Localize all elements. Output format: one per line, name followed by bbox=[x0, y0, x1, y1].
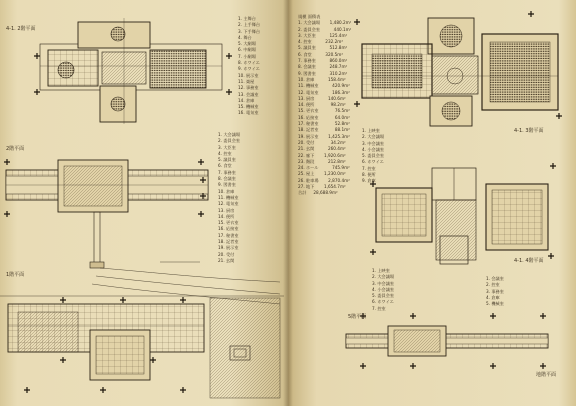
area-table bbox=[298, 14, 351, 197]
legend-item: 3. 事務室 bbox=[486, 288, 504, 294]
legend-item: 7. 小劇場 bbox=[238, 53, 256, 59]
area-value: 140.6m² bbox=[327, 95, 346, 101]
legend-item: 16. 電気室 bbox=[238, 110, 259, 116]
plan-1-legend bbox=[238, 16, 260, 117]
area-label: 15. 更衣室 bbox=[298, 108, 319, 114]
legend-item: 12. 事務室 bbox=[238, 85, 259, 91]
area-label: 18. 記者室 bbox=[298, 127, 319, 133]
area-label: 2. 委員会室 bbox=[298, 26, 321, 32]
legend-item: 18. 記者室 bbox=[218, 239, 239, 245]
area-label: 8. 会議室 bbox=[298, 64, 316, 70]
plan-5-legend bbox=[372, 268, 394, 312]
legend-item: 7. 事務室 bbox=[218, 169, 236, 175]
area-value: 232.2m² bbox=[325, 39, 344, 45]
area-label: 12. 電気室 bbox=[298, 89, 319, 95]
area-value: 2,870.4m² bbox=[328, 177, 350, 183]
floor-plan-1 bbox=[40, 18, 222, 124]
area-label: 17. 秘書室 bbox=[298, 121, 319, 127]
area-value: 420.9m² bbox=[332, 83, 350, 89]
plan-6-legend bbox=[486, 276, 504, 307]
legend-item: 12. 電気室 bbox=[218, 201, 239, 207]
area-label: 14. 便所 bbox=[298, 102, 315, 108]
area-value: 260.4m² bbox=[327, 146, 346, 152]
legend-item: 15. 機械室 bbox=[238, 104, 259, 110]
area-label: 9. 図書室 bbox=[298, 70, 316, 76]
legend-item: 7. 控室 bbox=[362, 165, 376, 171]
area-table-header: 規模 面積表 bbox=[298, 14, 321, 19]
legend-item: 19. 展示室 bbox=[218, 245, 239, 251]
area-label: 19. 展示室 bbox=[298, 133, 319, 139]
legend-item: 9. ホワイエ bbox=[238, 66, 260, 72]
legend-item: 6. 食堂 bbox=[218, 163, 232, 169]
plan-4-legend bbox=[362, 128, 384, 185]
legend-item: 11. 機械室 bbox=[218, 194, 239, 200]
area-label: 23. 階段 bbox=[298, 158, 315, 164]
plan-3-caption: 1階平面 bbox=[6, 272, 25, 278]
legend-item: 3. 中会議室 bbox=[362, 140, 385, 146]
area-value: 125.4m² bbox=[329, 32, 348, 38]
legend-item: 6. ホワイエ bbox=[372, 299, 394, 305]
area-value: 64.0m² bbox=[334, 114, 350, 120]
legend-item: 6. ホワイエ bbox=[362, 159, 384, 165]
legend-item: 5. 委員会室 bbox=[372, 293, 395, 299]
legend-item: 9. 倉庫 bbox=[362, 178, 376, 184]
legend-item: 14. 倉庫 bbox=[238, 97, 255, 103]
legend-item: 2. 委員会室 bbox=[218, 138, 241, 144]
area-row bbox=[298, 190, 351, 196]
area-label: 20. 受付 bbox=[298, 139, 315, 145]
legend-item: 16. 応接室 bbox=[218, 226, 239, 232]
area-label: 5. 議員室 bbox=[298, 45, 316, 51]
legend-item: 13. 厨房 bbox=[218, 207, 235, 213]
legend-item: 5. 議員室 bbox=[218, 157, 236, 163]
area-value: 1,480.2m² bbox=[329, 20, 352, 26]
plan-4-caption: 4-1. 3階平面 bbox=[514, 128, 544, 134]
legend-item: 3. 下手舞台 bbox=[238, 28, 261, 34]
area-value: 212.8m² bbox=[327, 158, 346, 164]
area-value: 28,688.9m² bbox=[313, 190, 338, 196]
area-label: 合計 bbox=[298, 190, 307, 196]
legend-item: 5. 大劇場 bbox=[238, 41, 256, 47]
legend-item: 13. 会議室 bbox=[238, 91, 259, 97]
legend-item: 1. 上映室 bbox=[362, 128, 380, 133]
plan-1-caption: 4-1. 2階平面 bbox=[6, 26, 36, 32]
floor-plan-6 bbox=[346, 326, 548, 356]
area-value: 1,230.0m² bbox=[323, 171, 346, 177]
area-label: 11. 機械室 bbox=[298, 83, 319, 89]
legend-item: 6. 中劇場 bbox=[238, 47, 256, 53]
legend-item: 8. ホワイエ bbox=[238, 60, 260, 66]
plan-5-caption: 4-1. 4階平面 bbox=[514, 258, 544, 264]
legend-item: 3. 中会議室 bbox=[372, 280, 395, 286]
area-label: 27. 地下 bbox=[298, 184, 315, 190]
area-value: 1,654.7m² bbox=[323, 184, 346, 190]
floor-plan-5 bbox=[376, 168, 548, 264]
area-value: 1,920.6m² bbox=[323, 152, 346, 158]
legend-item: 2. 大会議場 bbox=[372, 274, 395, 280]
area-label: 3. 大臣室 bbox=[298, 32, 316, 38]
area-value: 1,425.3m² bbox=[328, 133, 350, 139]
legend-item: 2. 大会議場 bbox=[362, 134, 385, 140]
legend-item: 20. 受付 bbox=[218, 251, 235, 257]
legend-item: 21. 玄関 bbox=[218, 257, 235, 263]
area-label: 13. 厨房 bbox=[298, 95, 315, 101]
area-value: 440.1m² bbox=[333, 26, 352, 32]
legend-item: 10. 倉庫 bbox=[218, 188, 235, 194]
floor-plan-3 bbox=[0, 296, 284, 398]
plan-7-caption: 地階平面 bbox=[536, 372, 557, 378]
plan-2-caption: 2階平面 bbox=[6, 146, 25, 152]
legend-item: 5. 委員会室 bbox=[362, 153, 385, 159]
legend-item: 15. 更衣室 bbox=[218, 220, 239, 226]
legend-item: 2. 控室 bbox=[486, 282, 500, 288]
area-value: 310.2m² bbox=[329, 70, 348, 76]
area-value: 34.2m² bbox=[330, 139, 346, 145]
area-label: 7. 事務室 bbox=[298, 58, 316, 64]
floor-plan-4 bbox=[362, 18, 558, 126]
area-value: 76.5m² bbox=[334, 108, 350, 114]
area-value: 88.1m² bbox=[334, 127, 350, 133]
legend-item: 4. 控室 bbox=[218, 150, 232, 156]
area-value: 320.5m² bbox=[325, 51, 344, 57]
legend-item: 5. 機械室 bbox=[486, 301, 504, 307]
area-value: 860.0m² bbox=[329, 58, 348, 64]
area-value: 745.9m² bbox=[332, 165, 350, 171]
area-label: 24. ホール bbox=[298, 165, 319, 171]
legend-item: 3. 大臣室 bbox=[218, 144, 236, 150]
area-label: 6. 食堂 bbox=[298, 51, 312, 57]
legend-item: 4. 倉庫 bbox=[486, 294, 500, 300]
legend-item: 1. 主舞台 bbox=[238, 16, 256, 21]
area-label: 26. 駐車場 bbox=[298, 177, 319, 183]
legend-item: 10. 展示室 bbox=[238, 72, 259, 78]
area-label: 16. 応接室 bbox=[298, 114, 319, 120]
legend-item: 4. 舞台 bbox=[238, 34, 252, 40]
area-label: 4. 控室 bbox=[298, 39, 312, 45]
plan-6-caption: 5階平面 bbox=[348, 314, 367, 320]
area-value: 186.3m² bbox=[332, 89, 350, 95]
area-value: 52.8m² bbox=[334, 121, 350, 127]
area-label: 1. 大会議場 bbox=[298, 20, 321, 26]
area-label: 22. 廊下 bbox=[298, 152, 315, 158]
area-value: 158.4m² bbox=[327, 76, 346, 82]
area-label: 10. 倉庫 bbox=[298, 76, 315, 82]
legend-item: 9. 図書室 bbox=[218, 182, 236, 188]
area-value: 248.7m² bbox=[329, 64, 348, 70]
legend-item: 8. 会議室 bbox=[218, 176, 236, 182]
legend-item: 1. 会議室 bbox=[486, 276, 504, 281]
legend-item: 2. 上手舞台 bbox=[238, 22, 261, 28]
legend-item: 1. 上映室 bbox=[372, 268, 390, 273]
legend-item: 4. 小会議室 bbox=[372, 286, 395, 292]
legend-item: 4. 小会議室 bbox=[362, 146, 385, 152]
legend-item: 14. 便所 bbox=[218, 213, 235, 219]
legend-item: 17. 秘書室 bbox=[218, 232, 239, 238]
area-value: 98.2m² bbox=[330, 102, 346, 108]
area-value: 512.8m² bbox=[329, 45, 348, 51]
legend-item: 11. 楽屋 bbox=[238, 78, 255, 84]
legend-item: 7. 控室 bbox=[372, 305, 386, 311]
plan-2-legend bbox=[218, 132, 240, 264]
area-label: 25. 屋上 bbox=[298, 171, 315, 177]
legend-item: 8. 便所 bbox=[362, 172, 376, 178]
legend-item: 1. 大会議場 bbox=[218, 132, 241, 137]
area-label: 21. 玄関 bbox=[298, 146, 315, 152]
